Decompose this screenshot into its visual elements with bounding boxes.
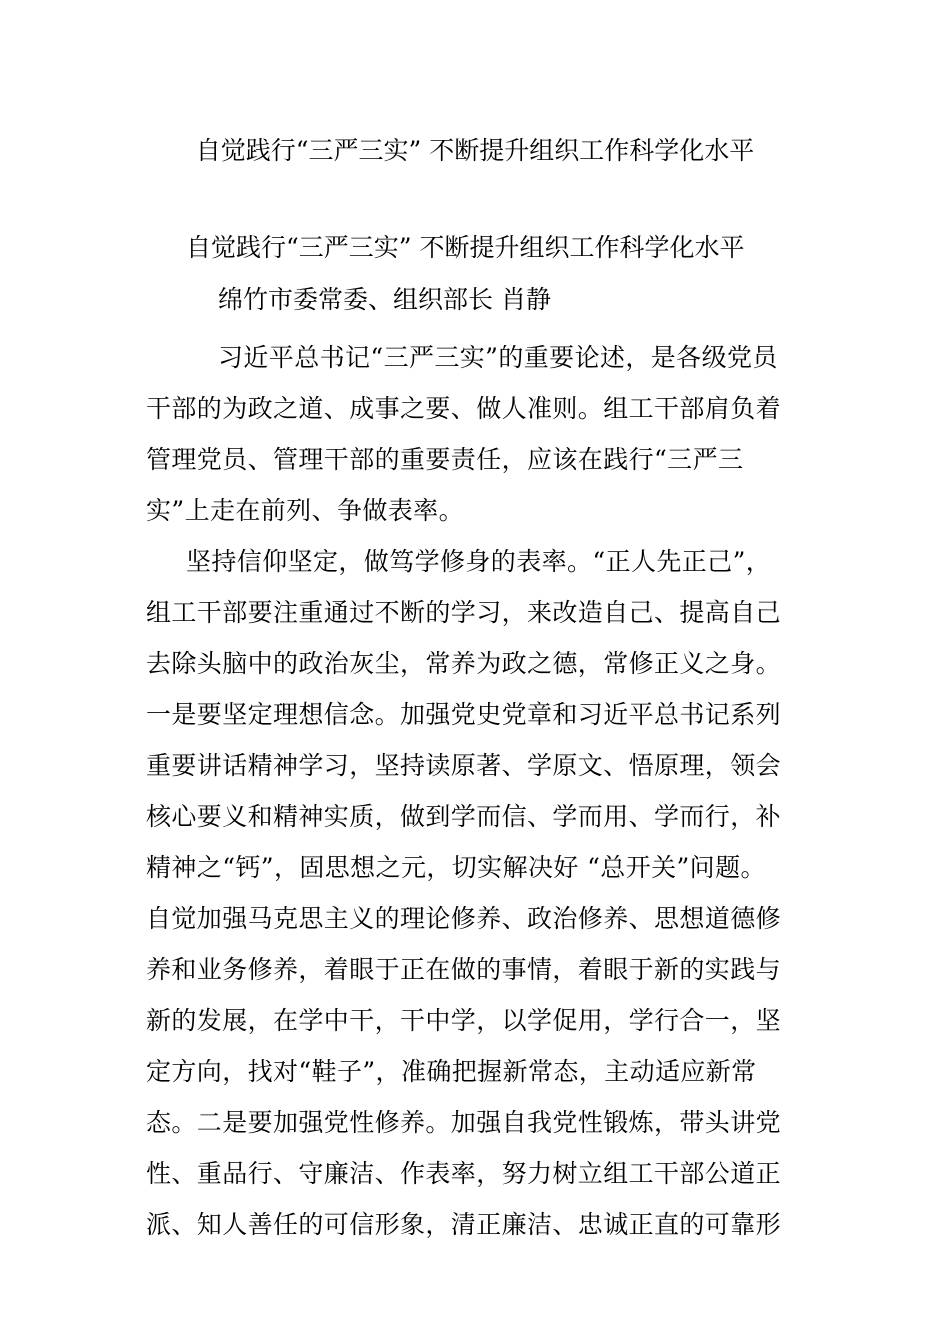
body-line: 重要讲话精神学习，坚持读原著、学原文、悟原理，领会 [146, 751, 782, 780]
body-line: 坚持信仰坚定，做笃学修身的表率。“正人先正己”， [186, 547, 772, 576]
document-title: 自觉践行“三严三实” 不断提升组织工作科学化水平 [195, 136, 755, 165]
article-body [146, 332, 836, 1250]
body-line: 自觉加强马克思主义的理论修养、政治修养、思想道德修 [146, 904, 782, 933]
body-line: 养和业务修养，着眼于正在做的事情，着眼于新的实践与 [146, 955, 782, 984]
body-line: 去除头脑中的政治灰尘，常养为政之德，常修正义之身。 [146, 649, 782, 678]
body-line: 管理党员、管理干部的重要责任，应该在践行“三严三 [146, 445, 744, 474]
body-line: 一是要坚定理想信念。加强党史党章和习近平总书记系列 [146, 700, 782, 729]
body-line: 定方向，找对“鞋子”，准确把握新常态，主动适应新常 [146, 1057, 757, 1086]
body-line: 习近平总书记“三严三实”的重要论述，是各级党员 [218, 343, 778, 372]
author-line: 绵竹市委常委、组织部长 肖静 [218, 285, 551, 314]
body-line: 精神之“钙”，固思想之元，切实解决好 “总开关”问题。 [146, 853, 766, 882]
body-line: 新的发展，在学中干，干中学，以学促用，学行合一，坚 [146, 1006, 782, 1035]
article-title: 自觉践行“三严三实” 不断提升组织工作科学化水平 [186, 233, 745, 262]
body-line: 派、知人善任的可信形象，清正廉洁、忠诚正直的可靠形 [146, 1210, 782, 1239]
body-line: 态。二是要加强党性修养。加强自我党性锻炼，带头讲党 [146, 1108, 782, 1137]
body-line: 核心要义和精神实质，做到学而信、学而用、学而行，补 [146, 802, 782, 831]
body-line: 组工干部要注重通过不断的学习，来改造自己、提高自己 [146, 598, 782, 627]
body-line: 实”上走在前列、争做表率。 [146, 496, 464, 525]
body-line: 性、重品行、守廉洁、作表率，努力树立组工干部公道正 [146, 1159, 782, 1188]
body-line: 干部的为政之道、成事之要、做人准则。组工干部肩负着 [146, 394, 782, 423]
